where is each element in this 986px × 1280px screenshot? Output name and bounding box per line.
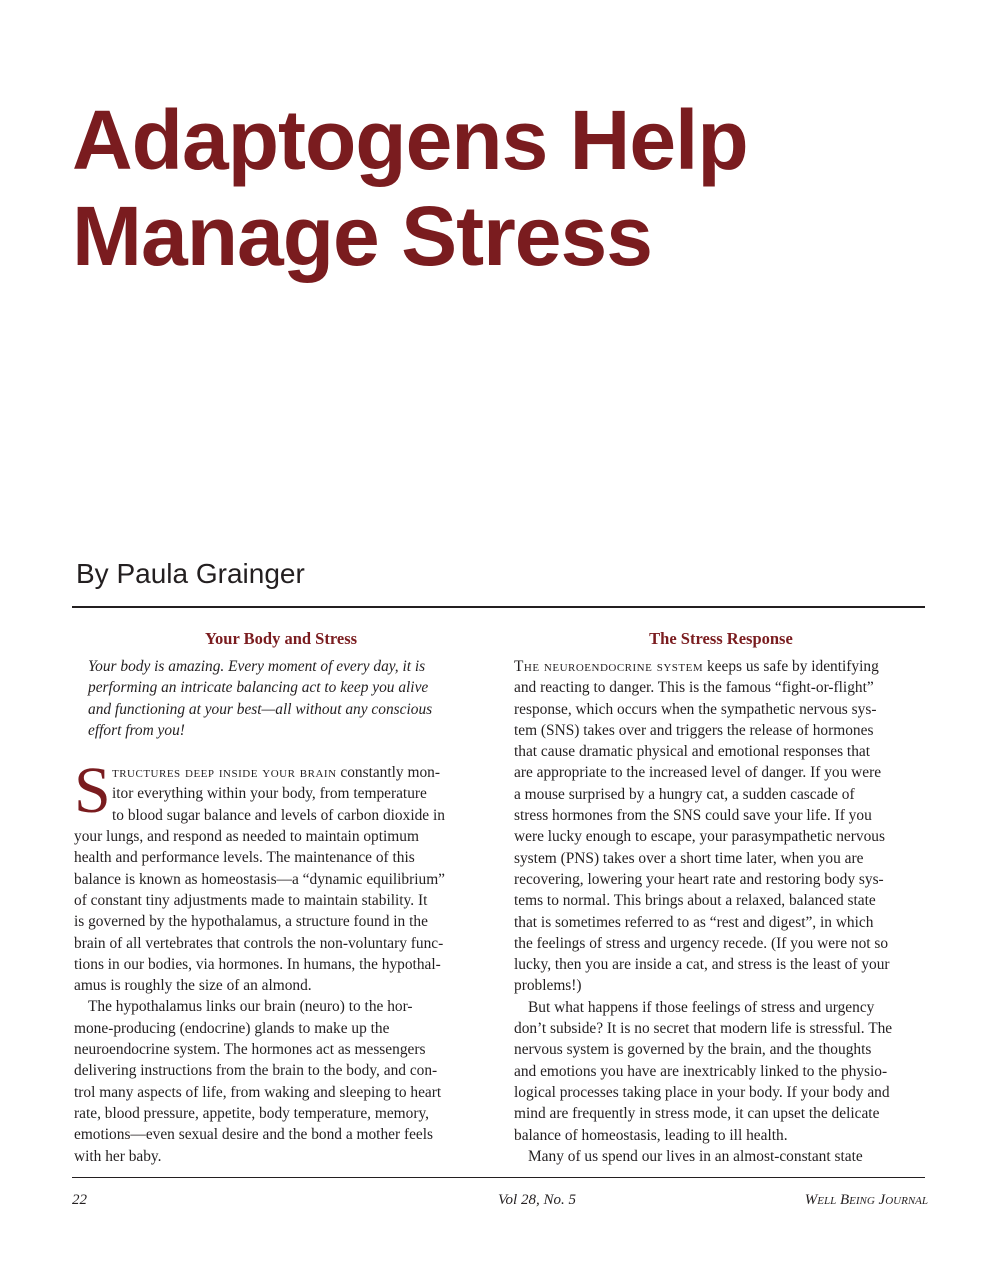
paragraph-line: don’t subside? It is no secret that modern life is stressful. The [514,1020,893,1038]
left-paragraph-1 [74,754,488,996]
paragraph-line: nervous system is governed by the brain, and the thoughts [514,1041,872,1059]
paragraph-line: tions in our bodies, via hormones. In humans, the hypothal- [74,955,441,973]
title-line-2: Manage Stress [72,189,652,283]
left-column [74,628,488,1167]
paragraph-line [514,656,928,677]
section-heading-stress-response: The Stress Response [649,629,793,648]
top-divider [72,606,925,608]
journal-name: Well Being Journal [804,1192,928,1208]
right-paragraph-2 [514,997,928,1146]
paragraph-line: trol many aspects of life, from waking and sleeping to heart [74,1083,442,1101]
paragraph-line [74,762,488,783]
lede-line: and functioning at your best—all without any conscious [88,700,433,718]
lede-paragraph [88,656,474,741]
paragraph-line: neuroendocrine system. The hormones act as messengers [74,1041,426,1059]
paragraph-line: delivering instructions from the brain to the body, and con- [74,1062,438,1080]
byline: By Paula Grainger [76,558,305,589]
small-caps-lead-in: tructures deep inside your brain [112,764,337,782]
paragraph-line: But what happens if those feelings of stress and urgency [528,998,875,1016]
title-line-1: Adaptogens Help [72,93,748,187]
paragraph-line: is governed by the hypothalamus, a structure found in the [74,913,428,931]
paragraph-line: to blood sugar balance and levels of carbon dioxide in [112,806,445,824]
paragraph-line: your lungs, and respond as needed to maintain optimum [74,828,419,846]
lede-line: performing an intricate balancing act to keep you alive [88,679,429,697]
paragraph-line: health and performance levels. The maintenance of this [74,849,415,867]
paragraph-line: the feelings of stress and urgency recede. (If you were not so [514,934,889,952]
paragraph-line: brain of all vertebrates that controls the non-voluntary func- [74,934,444,952]
paragraph-line: amus is roughly the size of an almond. [74,977,312,995]
paragraph-line: mind are frequently in stress mode, it can upset the delicate [514,1105,880,1123]
paragraph-line: of constant tiny adjustments made to maintain stability. It [74,891,428,909]
section-heading-body-and-stress: Your Body and Stress [204,629,358,648]
paragraph-line: were lucky enough to escape, your parasympathetic nervous [514,828,885,846]
paragraph-line: lucky, then you are inside a cat, and stress is the least of your [514,956,890,974]
paragraph-line: balance is known as homeostasis—a “dynamic equilibrium” [74,870,445,888]
left-paragraph-2 [74,996,488,1166]
paragraph-line: tem (SNS) takes over and triggers the release of hormones [514,721,874,739]
paragraph-line: rate, blood pressure, appetite, body temperature, memory, [74,1104,429,1122]
volume-issue: Vol 28, No. 5 [498,1192,576,1208]
line-text: keeps us safe by identifying [703,658,879,675]
article-title [72,92,748,284]
paragraph-line: and reacting to danger. This is the famous “fight-or-flight” [514,679,874,697]
paragraph-line: itor everything within your body, from temperature [112,785,427,803]
lede-line: effort from you! [88,721,185,739]
paragraph-line: that cause dramatic physical and emotional responses that [514,743,871,761]
paragraph-line: system (PNS) takes over a short time later, when you are [514,849,864,867]
small-caps-lead-in: The neuroendocrine system [514,658,704,675]
page-number: 22 [72,1192,87,1208]
paragraph-line: mone-producing (endocrine) glands to make up the [74,1019,390,1037]
paragraph-line: tems to normal. This brings about a relaxed, balanced state [514,892,876,910]
paragraph-line: with her baby. [74,1147,162,1165]
paragraph-line: a mouse surprised by a hungry cat, a sudden cascade of [514,785,855,803]
page-footer [72,1192,928,1214]
drop-cap: S [74,754,111,828]
lede-line: Your body is amazing. Every moment of every day, it is [88,658,426,675]
paragraph-line: and emotions you have are inextricably linked to the physio- [514,1062,888,1080]
line-text: constantly mon- [336,764,440,782]
paragraph-line: balance of homeostasis, leading to ill health. [514,1126,788,1144]
right-column [514,628,928,1167]
paragraph-line: that is sometimes referred to as “rest and digest”, in which [514,913,874,931]
right-paragraph-1 [514,656,928,997]
paragraph-line: logical processes taking place in your body. If your body and [514,1083,890,1101]
paragraph-line: Many of us spend our lives in an almost-constant state [528,1147,863,1165]
paragraph-line: emotions—even sexual desire and the bond a mother feels [74,1126,434,1144]
paragraph-line: are appropriate to the increased level of danger. If you were [514,764,882,782]
right-paragraph-3 [514,1146,928,1167]
paragraph-line: response, which occurs when the sympathetic nervous sys- [514,700,877,718]
bottom-divider [72,1177,925,1178]
paragraph-line: recovering, lowering your heart rate and restoring body sys- [514,870,884,888]
paragraph-line: stress hormones from the SNS could save your life. If you [514,807,872,825]
paragraph-line: The hypothalamus links our brain (neuro) to the hor- [88,998,413,1016]
paragraph-line: problems!) [514,977,582,995]
